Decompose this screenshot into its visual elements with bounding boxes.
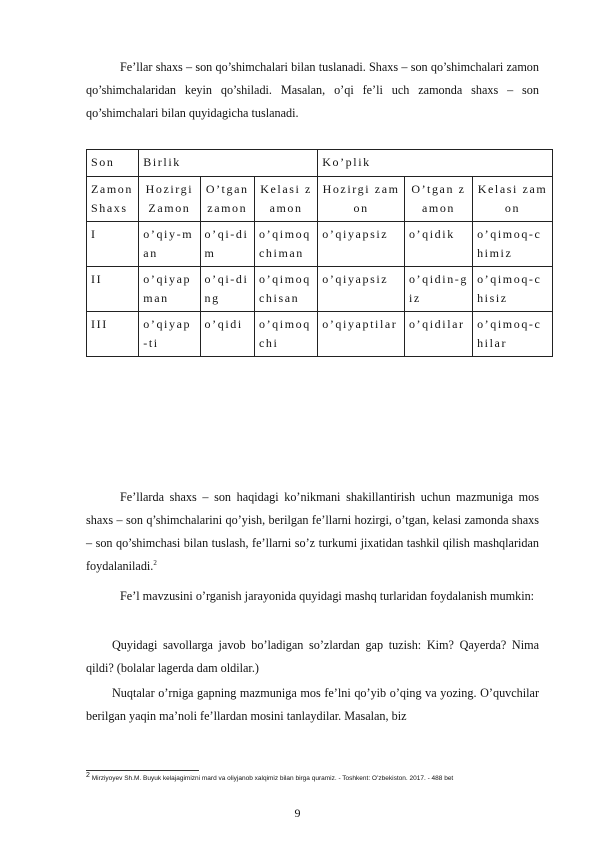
paragraph-skills [86, 486, 539, 578]
subheader-kop-hozirgi: Hozirgi zamon [318, 177, 405, 222]
paragraph-skills-text: Fe’llarda shaxs – son haqidagi ko’nikmani shakillantirish uchun mazmuniga mos shaxs – son q’shimchalarini qo’yish, berilgan fe’llarni hozirgi, o’tgan, kelasi zamonda shaxs – son qo’shimchasi bilan tuslash, fe’llarni so’z turkumi jixatidan tashkil qilish mashqlaridan foydalaniladi. [86, 490, 539, 573]
paragraph-questions [86, 634, 539, 680]
cell-birlik-otgan: o’qi-dim [200, 222, 254, 267]
paragraph-exercises [86, 585, 539, 608]
page-number: 9 [294, 806, 301, 820]
subheader-birlik-kelasi: Kelasi zamon [254, 177, 317, 222]
paragraph-questions-text: Quyidagi savollarga javob bo’ladigan so’zlardan gap tuzish: Kim? Qayerda? Nima qildi? (bolalar lagerda dam oldilar.) [86, 638, 539, 675]
cell-birlik-hozirgi: o’qiyap-ti [139, 312, 200, 357]
subheader-birlik-hozirgi: Hozirgi Zamon [139, 177, 200, 222]
cell-person: I [87, 222, 139, 267]
cell-kop-hozirgi: o’qiyaptilar [318, 312, 405, 357]
paragraph-intro [86, 56, 539, 125]
footnote-divider [86, 770, 199, 771]
paragraph-dots-text: Nuqtalar o’rniga gapning mazmuniga mos fe’lni qo’yib o’qing va yozing. O’quvchilar berilgan yaqin ma’noli fe’llardan mosini tanlaydilar. Masalan, biz [86, 686, 539, 723]
cell-birlik-otgan: o’qi-ding [200, 267, 254, 312]
cell-kop-hozirgi: o’qiyapsiz [318, 267, 405, 312]
cell-kop-kelasi: o’qimoq-chilar [473, 312, 553, 357]
subheader-kop-kelasi: Kelasi zamon [473, 177, 553, 222]
cell-kop-kelasi: o’qimoq-chisiz [473, 267, 553, 312]
cell-birlik-kelasi: o’qimoqchisan [254, 267, 317, 312]
table-subheader-row [87, 177, 553, 222]
table-row [87, 267, 553, 312]
subheader-kop-otgan: O’tgan zamon [404, 177, 472, 222]
cell-birlik-kelasi: o’qimoqchi [254, 312, 317, 357]
cell-kop-otgan: o’qidin-giz [404, 267, 472, 312]
paragraph-intro-text: Fe’llar shaxs – son qo’shimchalari bilan tuslanadi. Shaxs – son qo’shimchalari zamon qo’shimchalaridan keyin qo’shiladi. Masalan, o’qi fe’li uch zamonda shaxs – son qo’shimchalari bilan quyidagicha tuslanadi. [86, 60, 539, 120]
cell-person: II [87, 267, 139, 312]
subheader-zamon-shaxs: Zamon Shaxs [87, 177, 139, 222]
subheader-birlik-otgan: O’tgan zamon [200, 177, 254, 222]
cell-kop-otgan: o’qidik [404, 222, 472, 267]
cell-birlik-hozirgi: o’qiy-man [139, 222, 200, 267]
header-son: Son [87, 150, 139, 177]
table-header-row [87, 150, 553, 177]
table-row [87, 222, 553, 267]
cell-birlik-otgan: o’qidi [200, 312, 254, 357]
header-koplik: Ko’plik [318, 150, 553, 177]
table-row [87, 312, 553, 357]
footnote-marker: 2 [86, 771, 90, 779]
footnote-reference: 2 [153, 558, 157, 567]
cell-kop-hozirgi: o’qiyapsiz [318, 222, 405, 267]
cell-person: III [87, 312, 139, 357]
cell-birlik-hozirgi: o’qiyapman [139, 267, 200, 312]
cell-kop-kelasi: o’qimoq-chimiz [473, 222, 553, 267]
cell-birlik-kelasi: o’qimoqchiman [254, 222, 317, 267]
paragraph-dots [86, 682, 539, 728]
conjugation-table [86, 149, 553, 357]
footnote-text: Mirziyoyev Sh.M. Buyuk kelajagimizni mard va oliyjanob xalqimiz bilan birga quramiz. - Toshkent: O’zbekiston. 2017. - 488 bet [91, 775, 454, 782]
cell-kop-otgan: o’qidilar [404, 312, 472, 357]
header-birlik: Birlik [139, 150, 318, 177]
footnote [86, 771, 556, 783]
paragraph-exercises-text: Fe’l mavzusini o’rganish jarayonida quyidagi mashq turlaridan foydalanish mumkin: [120, 589, 535, 603]
